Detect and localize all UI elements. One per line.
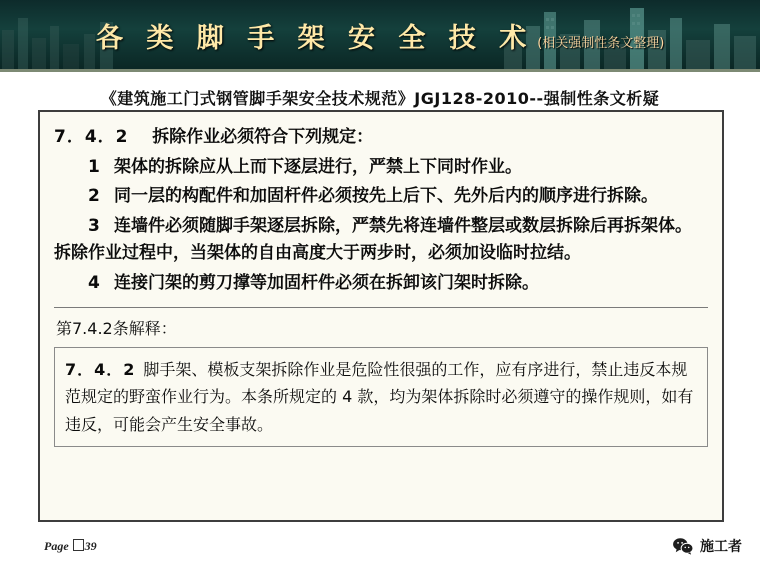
clause-item-number: 2 — [88, 186, 100, 207]
page-placeholder-glyph — [73, 539, 84, 551]
clause-item-text: 连接门架的剪刀撑等加固杆件必须在拆卸该门架时拆除。 — [114, 272, 539, 293]
clause-heading-line — [54, 124, 708, 152]
explanation-text: 脚手架、模板支架拆除作业是危险性很强的工作，应有序进行，禁止违反本规范规定的野蛮作业行为。本条所规定的 4 款，均为架体拆除时必须遵守的操作规则，如有违反，可能会产生安全事故。 — [65, 360, 694, 434]
explanation-code: 7．4．2 — [65, 360, 136, 380]
clause-item — [54, 270, 708, 298]
clause-item-text: 架体的拆除应从上而下逐层进行，严禁上下同时作业。 — [114, 156, 522, 177]
clause-item-text: 连墙件必须随脚手架逐层拆除，严禁先将连墙件整层或数层拆除后再拆架体。拆除作业过程中，当架体的自由高度大于两步时，必须加设临时拉结。 — [54, 215, 692, 264]
banner-title: 各 类 脚 手 架 安 全 技 术 — [96, 23, 534, 54]
page-label: Page — [44, 539, 69, 553]
explanation-paragraph — [65, 356, 697, 438]
clause-item — [54, 154, 708, 182]
clause-item-number: 4 — [88, 272, 100, 293]
clause-heading-text: 拆除作业必须符合下列规定： — [152, 127, 374, 147]
clause-item-text: 同一层的构配件和加固杆件必须按先上后下、先外后内的顺序进行拆除。 — [114, 186, 658, 207]
wechat-label: 施工者 — [700, 539, 742, 555]
page-number: 39 — [84, 539, 97, 553]
wechat-icon — [672, 537, 694, 555]
banner-divider — [0, 69, 760, 72]
clause-item — [54, 183, 708, 211]
section-divider — [54, 307, 708, 308]
clause-content-frame — [38, 110, 724, 522]
header-banner — [0, 0, 760, 72]
clause-item-number: 1 — [88, 156, 100, 177]
explanation-box — [54, 347, 708, 447]
clause-number: 7．4．2 — [54, 127, 129, 147]
document-subtitle: 《建筑施工门式钢管脚手架安全技术规范》JGJ128-2010--强制性条文析疑 — [100, 89, 660, 108]
clause-block — [54, 124, 708, 297]
wechat-credit — [672, 536, 742, 556]
page-number-footer — [44, 539, 97, 554]
clause-item-number: 3 — [88, 215, 100, 236]
explanation-heading: 第7.4.2条解释： — [56, 319, 177, 339]
clause-item — [54, 213, 708, 268]
banner-subtitle: (相关强制性条文整理) — [537, 36, 665, 51]
